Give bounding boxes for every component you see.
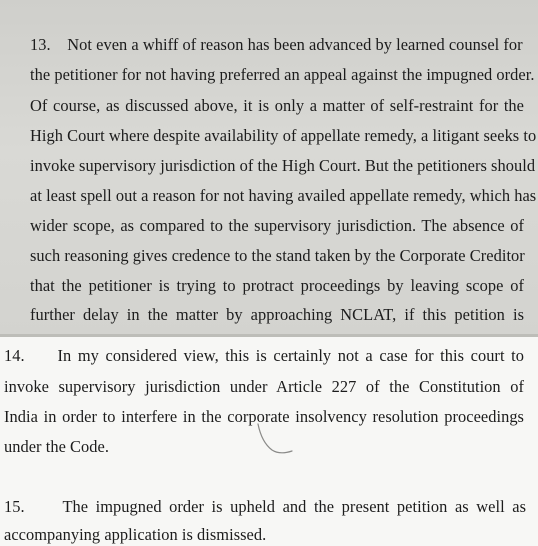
paragraph-15-number: 15.: [4, 497, 25, 516]
paragraph-13-number: 13.: [30, 35, 51, 54]
paragraph-14-text-line: In my considered view, this is certainly not a case for this court to: [57, 346, 524, 365]
paragraph-13-line-1: [30, 34, 522, 56]
paragraph-13-line-6: at least spell out a reason for not having availed appellate remedy, which has: [30, 186, 537, 205]
paragraph-13-line-8: such reasoning gives credence to the stand taken by the Corporate Creditor: [30, 246, 525, 265]
paragraph-13-line-3: Of course, as discussed above, it is only a matter of self-restraint for the: [30, 96, 524, 115]
paragraph-15-line-1: [4, 496, 526, 518]
paragraph-14-number: 14.: [4, 346, 25, 365]
paragraph-14-line-4: under the Code.: [4, 437, 109, 456]
pen-stroke-mark: [250, 420, 310, 460]
paragraph-13-line-9: that the petitioner is trying to protract proceedings by leaving scope of: [30, 276, 524, 295]
paragraph-14-line-2: invoke supervisory jurisdiction under Article 227 of the Constitution of: [4, 377, 524, 396]
paragraph-13-line-7: wider scope, as compared to the supervisory jurisdiction. The absence of: [30, 216, 524, 235]
paragraph-13-line-5: invoke supervisory jurisdiction of the High Court. But the petitioners should: [30, 156, 536, 175]
paragraph-15-text-line: The impugned order is upheld and the present petition as well as: [62, 497, 526, 516]
paragraph-14-line-3: India in order to interfere in the corporate insolvency resolution proceedings: [4, 407, 524, 426]
paragraph-13-text-line: Not even a whiff of reason has been advanced by learned counsel for: [67, 35, 523, 54]
scan-fold-edge: [0, 334, 538, 337]
paragraph-14-line-1: [4, 345, 524, 367]
paragraph-15-line-2: accompanying application is dismissed.: [4, 525, 267, 544]
paragraph-13-line-2: the petitioner for not having preferred an appeal against the impugned order.: [30, 65, 535, 84]
paragraph-13-line-4: High Court where despite availability of appellate remedy, a litigant seeks to: [30, 126, 537, 145]
paragraph-13-line-10: further delay in the matter by approaching NCLAT, if this petition is: [30, 305, 524, 324]
